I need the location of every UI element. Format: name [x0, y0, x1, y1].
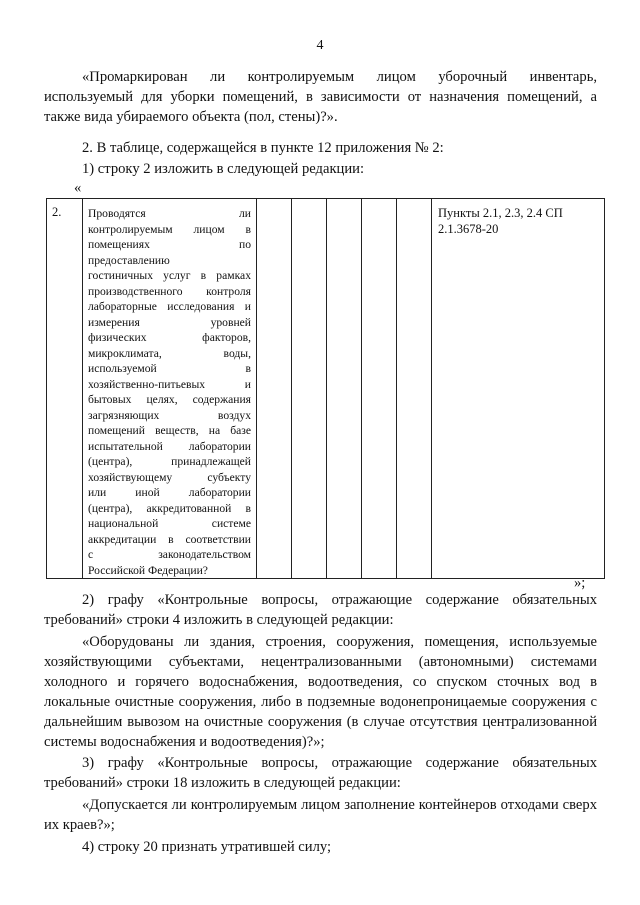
empty-cell [397, 199, 432, 579]
question-line: загрязняющих воздух [88, 408, 251, 422]
intro-quote-paragraph [44, 67, 597, 127]
question-line: (центра), принадлежащей [88, 455, 251, 468]
question-line: физических факторов, [88, 331, 251, 344]
question-line: национальной системе [88, 517, 251, 530]
intro-quote-rest: используемый для уборки помещений, в зависимости от назначения помещений, а также вида убираемого объекта (пол, стены)?». [44, 89, 597, 125]
checklist-table [46, 198, 605, 579]
question-line: производственного контроля [88, 284, 251, 298]
item-2-heading: 2. В таблице, содержащейся в пункте 12 приложения № 2: [82, 140, 444, 156]
empty-cell [292, 199, 327, 579]
question-line: испытательной лаборатории [88, 439, 251, 453]
question-line: с законодательством [88, 548, 251, 561]
question-cell [83, 199, 257, 579]
question-line: контролируемым лицом в [88, 222, 251, 236]
question-line: лабораторные исследования и [88, 300, 251, 313]
empty-cell [327, 199, 362, 579]
question-line: помещений веществ, на базе [88, 424, 251, 437]
item-2-3-rest: требований» строки 18 изложить в следующей редакции: [44, 775, 401, 791]
question-line: бытовых целях, содержания [88, 393, 251, 406]
question-line: хозяйствующему субъекту [88, 470, 251, 484]
quote-2-paragraph: «Оборудованы ли здания, строения, сооружения, помещения, используемые хозяйствующими субъектами, нецентрализованными (автономными) системами холодного и горячего водоснабжения, водоотведения, со спуском сточных вод в локальные очистные сооружения, либо в подземные водонепроницаемые сооружения с дальнейшим вывозом на очистные сооружения (в случае отсутствия централизованной системы водоснабжения и водоотведения)?»; [44, 634, 597, 750]
item-2-2-rest: требований» строки 4 изложить в следующей редакции: [44, 612, 394, 628]
item-2-4: 4) строку 20 признать утратившей силу; [82, 839, 332, 855]
question-line: аккредитации в соответствии [88, 532, 251, 546]
question-line: гостиничных услуг в рамках [88, 269, 251, 282]
question-line: предоставлению [88, 253, 170, 267]
question-line: помещениях по [88, 238, 251, 251]
item-2-3-line1: 3) графу «Контрольные вопросы, отражающие содержание обязательных [82, 755, 597, 771]
empty-cell [257, 199, 292, 579]
page-number: 4 [316, 38, 324, 53]
question-line: Проводятся ли [88, 207, 251, 220]
item-2-2-line1: 2) графу «Контрольные вопросы, отражающие содержание обязательных [82, 592, 597, 608]
intro-quote-line1: «Промаркирован ли контролируемым лицом уборочный инвентарь, [82, 69, 597, 85]
question-line: хозяйственно-питьевых и [88, 377, 251, 391]
reference-cell: Пункты 2.1, 2.3, 2.4 СП 2.1.3678-20 [432, 199, 605, 579]
item-2-2 [44, 590, 597, 630]
table-open-quote: « [74, 180, 82, 196]
empty-cell [362, 199, 397, 579]
item-2-3 [44, 753, 597, 793]
question-text [83, 206, 256, 578]
quote-3-paragraph: «Допускается ли контролируемым лицом заполнение контейнеров отходами сверх их краев?»; [44, 797, 597, 833]
question-line: микроклимата, воды, [88, 346, 251, 360]
table-close-quote: »; [574, 575, 586, 591]
question-line: (центра), аккредитованной в [88, 501, 251, 515]
row-number-cell: 2. [47, 199, 83, 579]
item-2-1: 1) строку 2 изложить в следующей редакции: [82, 161, 365, 177]
table-row [47, 199, 605, 579]
question-line: используемой в [88, 362, 251, 375]
question-line: или иной лаборатории [88, 486, 251, 499]
question-line: Российской Федерации? [88, 563, 208, 577]
question-line: измерения уровней [88, 315, 251, 329]
